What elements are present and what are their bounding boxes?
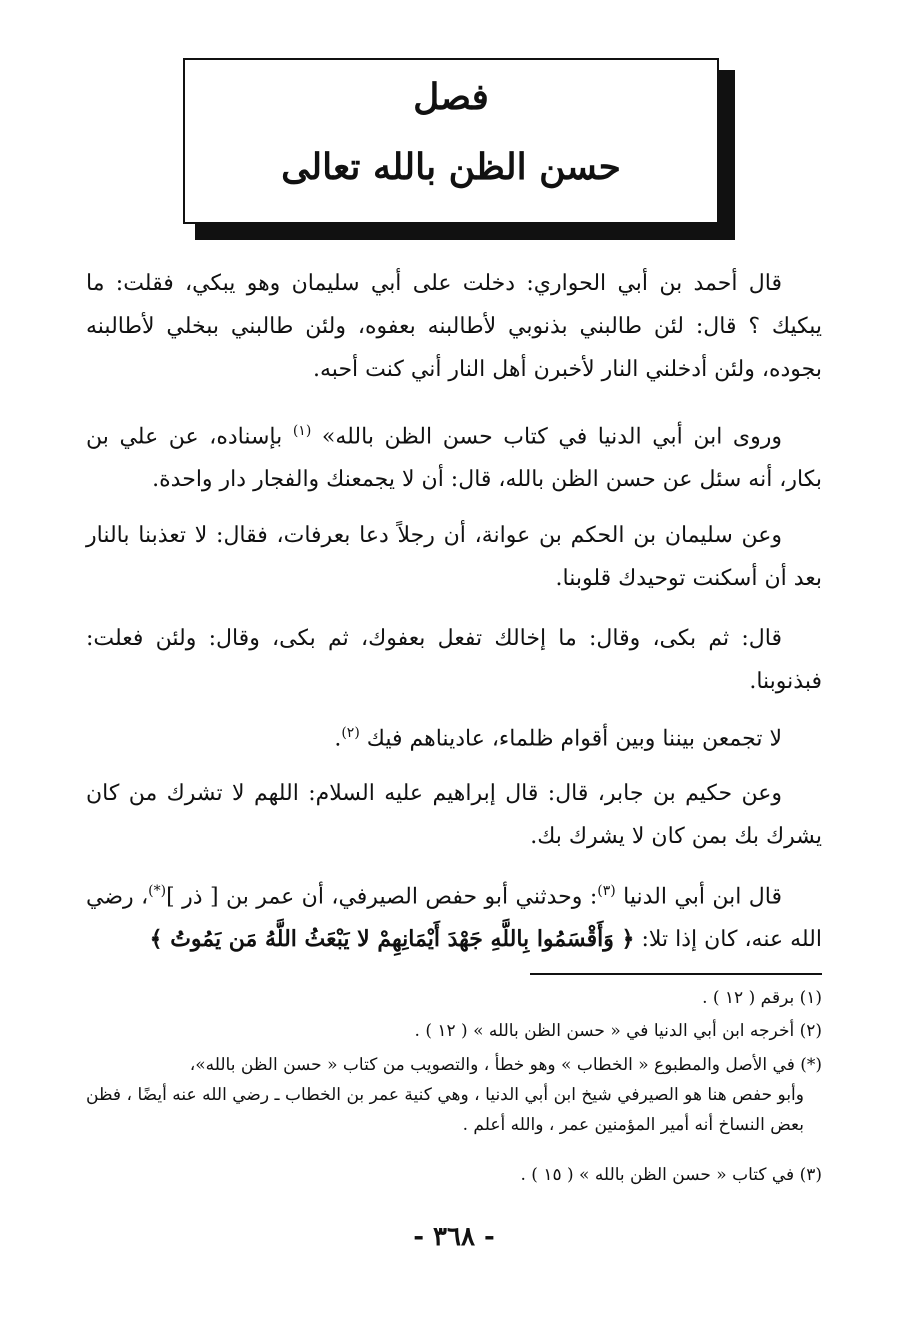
- footnote-star-line-1: (*) في الأصل والمطبوع « الخطاب » وهو خطأ ، والتصويب من كتاب « حسن الظن بالله»،: [189, 1055, 822, 1075]
- paragraph-1: [86, 262, 822, 391]
- footnote-3-text: (٣) في كتاب « حسن الظن بالله » ( ١٥ ) .: [520, 1165, 822, 1185]
- paragraph-4: [86, 617, 822, 703]
- paragraph-4-text: قال: ثم بكى، وقال: ما إخالك تفعل بعفوك، ثم بكى، وقال: ولئن فعلت: فبذنوبنا.: [86, 626, 822, 694]
- chapter-title-box: [183, 58, 719, 224]
- footnote-ref-2: (٢): [341, 725, 360, 741]
- paragraph-2-part-a: وروى ابن أبي الدنيا في كتاب حسن الظن بالله»: [321, 424, 782, 450]
- paragraph-5-body: لا تجمعن بيننا وبين أقوام ظلماء، عاديناهم فيك: [366, 726, 782, 752]
- footnote-1-text: (١) برقم ( ١٢ ) .: [702, 988, 822, 1008]
- footnote-ref-1: (١): [292, 423, 312, 439]
- paragraph-5-text: [86, 712, 822, 760]
- footnote-2-text: (٢) أخرجه ابن أبي الدنيا في « حسن الظن بالله » ( ١٢ ) .: [414, 1021, 822, 1041]
- footnote-2: [86, 1016, 822, 1046]
- footnote-separator: [530, 973, 822, 975]
- paragraph-6-text: وعن حكيم بن جابر، قال: قال إبراهيم عليه السلام: اللهم لا تشرك من كان يشرك بك بمن كان لا يشرك بك.: [86, 781, 822, 849]
- paragraph-7: [86, 870, 822, 961]
- footnote-star: [86, 1050, 822, 1140]
- quran-verse: ﴿ وَأَقْسَمُوا بِاللَّهِ جَهْدَ أَيْمَانِهِمْ لا يَبْعَثُ اللَّهُ مَن يَمُوتُ ﴾: [149, 926, 635, 953]
- footnote-star-continuation: وأبو حفص هنا هو الصيرفي شيخ ابن أبي الدنيا ، وهي كنية عمر بن الخطاب ـ رضي الله عنه أيضًا ، فظن بعض النساخ أنه أمير المؤمنين عمر ، والله أعلم .: [86, 1085, 804, 1135]
- paragraph-5: [86, 712, 822, 760]
- chapter-subtitle: حسن الظن بالله تعالى: [281, 146, 621, 188]
- paragraph-2-part-b: بإسناده، عن علي بن بكار، أنه سئل عن حسن الظن بالله، قال: أن لا يجمعنك والفجار دار واحدة.: [86, 424, 822, 493]
- paragraph-6: [86, 772, 822, 858]
- paragraph-5-period: .: [334, 726, 342, 752]
- paragraph-2: [86, 410, 822, 501]
- paragraph-7-part-a: قال ابن أبي الدنيا: [615, 884, 782, 910]
- paragraph-1-text: قال أحمد بن أبي الحواري: دخلت على أبي سليمان وهو يبكي، فقلت: ما يبكيك ؟ قال: لئن طالبني بذنوبي لأطالبنه بعفوه، ولئن طالبني ببخلي لأطالبنه بجوده، ولئن أدخلني النار لأخبرن أهل النار أني كنت أحبه.: [86, 271, 822, 382]
- footnote-ref-3: (٣): [597, 883, 616, 899]
- paragraph-3-text: وعن سليمان بن الحكم بن عوانة، أن رجلاً دعا بعرفات، فقال: لا تعذبنا بالنار بعد أن أسكنت توحيدك قلوبنا.: [86, 523, 822, 591]
- paragraph-2-text: [86, 410, 822, 501]
- paragraph-7-part-b: : وحدثني أبو حفص الصيرفي، أن عمر بن [ ذر ]: [166, 884, 598, 910]
- footnote-1: [86, 983, 822, 1013]
- footnote-3: [86, 1160, 822, 1190]
- paragraph-3: [86, 514, 822, 600]
- footnote-ref-star: (*): [148, 883, 167, 899]
- paragraph-7-part-c: ، رضي الله عنه، كان إذا تلا:: [86, 884, 822, 953]
- page-number: - ٣٦٨ -: [413, 1222, 495, 1252]
- chapter-heading: فصل: [413, 76, 489, 118]
- paragraph-7-text: [86, 870, 822, 961]
